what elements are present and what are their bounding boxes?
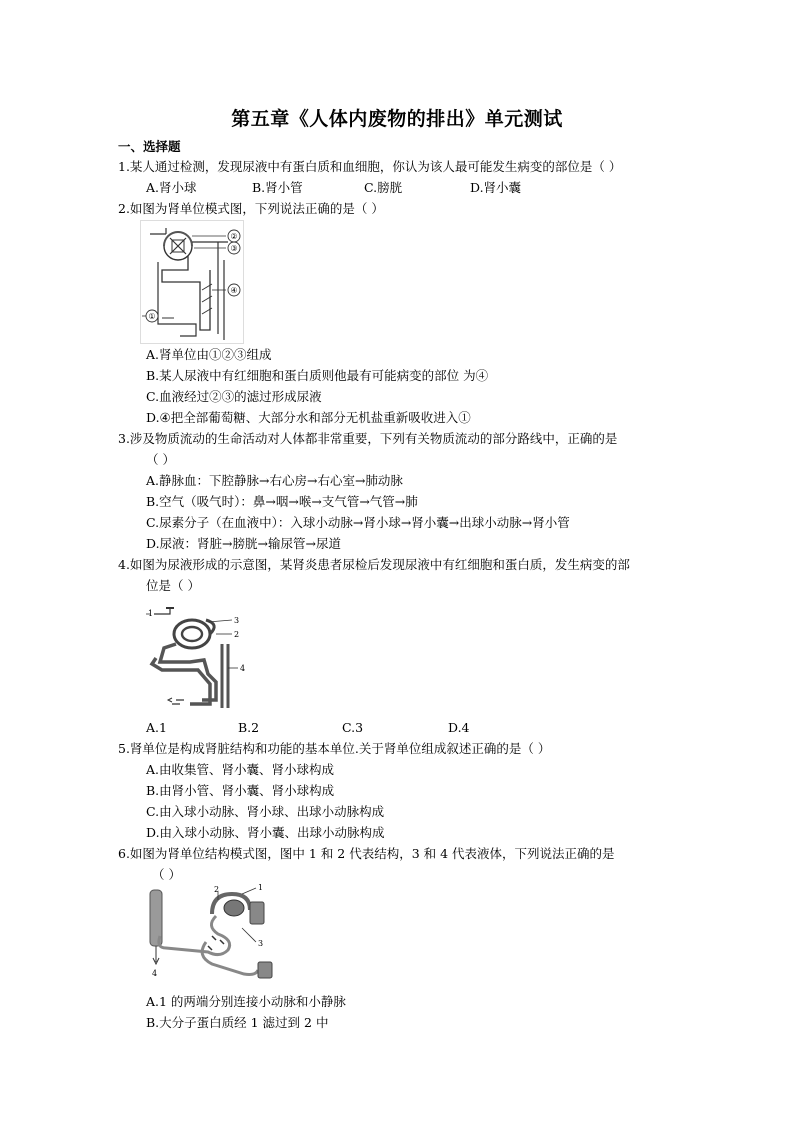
q3-option-c: C.尿素分子（在血液中）：入球小动脉→肾小球→肾小囊→出球小动脉→肾小管 xyxy=(146,515,570,530)
figure-label-3: 3 xyxy=(258,939,264,948)
figure-label-4: 4 xyxy=(152,969,158,978)
q2-option-b: B.某人尿液中有红细胞和蛋白质则他最有可能病变的部位 为④ xyxy=(146,368,489,383)
q4-option-a: A.1 xyxy=(146,720,167,735)
q3-option-a: A.静脉血：下腔静脉→右心房→右心室→肺动脉 xyxy=(146,473,403,488)
q2-option-d: D.④把全部葡萄糖、大部分水和部分无机盐重新吸收进入① xyxy=(146,410,471,425)
q5-option-d: D.由入球小动脉、肾小囊、出球小动脉构成 xyxy=(146,825,385,840)
figure-label-2: 2 xyxy=(234,630,240,639)
question-3-stem-continued: （ ） xyxy=(146,452,175,467)
q1-option-b: B.肾小管 xyxy=(252,180,303,195)
section-heading: 一、选择题 xyxy=(118,139,181,154)
figure-label-4: ④ xyxy=(230,286,238,295)
urine-formation-diagram-q4 xyxy=(146,604,250,710)
question-2-stem: 2.如图为肾单位模式图，下列说法正确的是（ ） xyxy=(118,201,384,216)
question-6-stem: 6.如图为肾单位结构模式图，图中 1 和 2 代表结构，3 和 4 代表液体，下列说法正确的是 xyxy=(118,846,615,861)
nephron-diagram-q2 xyxy=(140,220,244,344)
figure-label-4: 4 xyxy=(240,664,246,673)
figure-label-3: ③ xyxy=(230,244,238,253)
q4-option-d: D.4 xyxy=(448,720,470,735)
q3-option-d: D.尿液：肾脏→膀胱→输尿管→尿道 xyxy=(146,536,341,551)
question-4-stem-continued: 位是（ ） xyxy=(146,578,200,593)
question-5-stem: 5.肾单位是构成肾脏结构和功能的基本单位.关于肾单位组成叙述正确的是（ ） xyxy=(118,741,551,756)
q5-option-b: B.由肾小管、肾小囊、肾小球构成 xyxy=(146,783,335,798)
q3-option-b: B.空气（吸气时）：鼻→咽→喉→支气管→气管→肺 xyxy=(146,494,418,509)
figure-label-2: ② xyxy=(230,232,238,241)
q6-option-a: A.1 的两端分别连接小动脉和小静脉 xyxy=(146,994,346,1009)
figure-label-1: 1 xyxy=(258,884,264,892)
nephron-structure-diagram-q6 xyxy=(146,884,276,990)
figure-label-1: ① xyxy=(148,312,156,321)
question-1-stem: 1.某人通过检测，发现尿液中有蛋白质和血细胞，你认为该人最可能发生病变的部位是（ ） xyxy=(118,159,622,174)
page-title: 第五章《人体内废物的排出》单元测试 xyxy=(231,108,563,130)
question-3-stem: 3.涉及物质流动的生命活动对人体都非常重要，下列有关物质流动的部分路线中，正确的是 xyxy=(118,431,618,446)
figure-label-2: 2 xyxy=(214,885,220,894)
q1-option-a: A.肾小球 xyxy=(146,180,197,195)
question-4-stem: 4.如图为尿液形成的示意图，某肾炎患者尿检后发现尿液中有红细胞和蛋白质，发生病变的部 xyxy=(118,557,630,572)
question-6-stem-continued: （ ） xyxy=(152,867,181,882)
q2-option-a: A.肾单位由①②③组成 xyxy=(146,347,272,362)
q4-option-c: C.3 xyxy=(342,720,364,735)
figure-label-1: 1 xyxy=(148,609,154,618)
q1-option-d: D.肾小囊 xyxy=(470,180,522,195)
q5-option-c: C.由入球小动脉、肾小球、出球小动脉构成 xyxy=(146,804,385,819)
q4-option-b: B.2 xyxy=(238,720,260,735)
q2-option-c: C.血液经过②③的滤过形成尿液 xyxy=(146,389,322,404)
q5-option-a: A.由收集管、肾小囊、肾小球构成 xyxy=(146,762,335,777)
q1-option-c: C.膀胱 xyxy=(364,180,403,195)
q6-option-b: B.大分子蛋白质经 1 滤过到 2 中 xyxy=(146,1015,329,1030)
figure-label-3: 3 xyxy=(234,616,240,625)
